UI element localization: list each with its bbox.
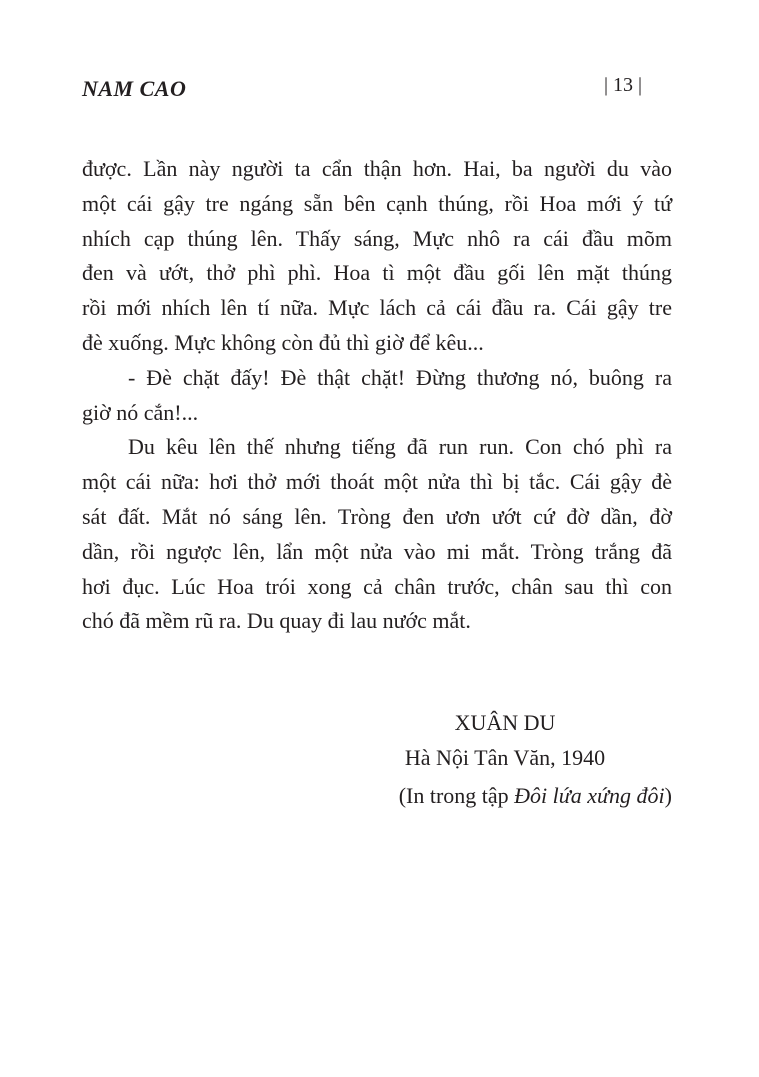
text-line: một cái gậy tre ngáng sẵn bên cạnh thúng, rồi Hoa mới ý tứ bbox=[82, 190, 672, 216]
signature-author: XUÂN DU bbox=[454, 710, 556, 735]
signature-note bbox=[399, 778, 672, 813]
text-line: sát đất. Mắt nó sáng lên. Tròng đen ươn ướt cứ đờ dần, đờ bbox=[82, 503, 672, 529]
note-prefix: (In trong tập bbox=[398, 783, 515, 808]
text-line: giờ nó cắn!... bbox=[82, 399, 199, 425]
page-number: | 13 | bbox=[604, 74, 643, 96]
note-suffix: ) bbox=[664, 783, 672, 808]
text-line: chó đã mềm rũ ra. Du quay đi lau nước mắt. bbox=[82, 608, 471, 634]
text-line: đè xuống. Mực không còn đủ thì giờ để kêu... bbox=[82, 329, 484, 355]
text-line: được. Lần này người ta cẩn thận hơn. Hai, ba người du vào bbox=[82, 156, 672, 181]
running-header-author: NAM CAO bbox=[82, 76, 187, 101]
note-title: Đôi lứa xứng đôi bbox=[514, 783, 665, 808]
text-line: dần, rồi ngược lên, lẩn một nửa vào mi mắt. Tròng trắng đã bbox=[82, 538, 672, 564]
text-line: nhích cạp thúng lên. Thấy sáng, Mực nhô ra cái đầu mõm bbox=[82, 225, 672, 251]
text-line: Du kêu lên thế nhưng tiếng đã run run. Con chó phì ra bbox=[128, 434, 672, 460]
body-text bbox=[82, 152, 672, 639]
text-line: - Đè chặt đấy! Đè thật chặt! Đừng thương nó, buông ra bbox=[128, 364, 672, 390]
text-line: hơi đục. Lúc Hoa trói xong cả chân trước, chân sau thì con bbox=[82, 573, 672, 599]
text-line: rồi mới nhích lên tí nữa. Mực lách cả cái đầu ra. Cái gậy tre bbox=[82, 295, 672, 321]
text-line: đen và ướt, thở phì phì. Hoa tì một đầu gối lên mặt thúng bbox=[82, 260, 672, 286]
signature-publisher: Hà Nội Tân Văn, 1940 bbox=[404, 745, 606, 770]
text-line: một cái nữa: hơi thở mới thoát một nửa thì bị tắc. Cái gậy đè bbox=[82, 469, 672, 495]
